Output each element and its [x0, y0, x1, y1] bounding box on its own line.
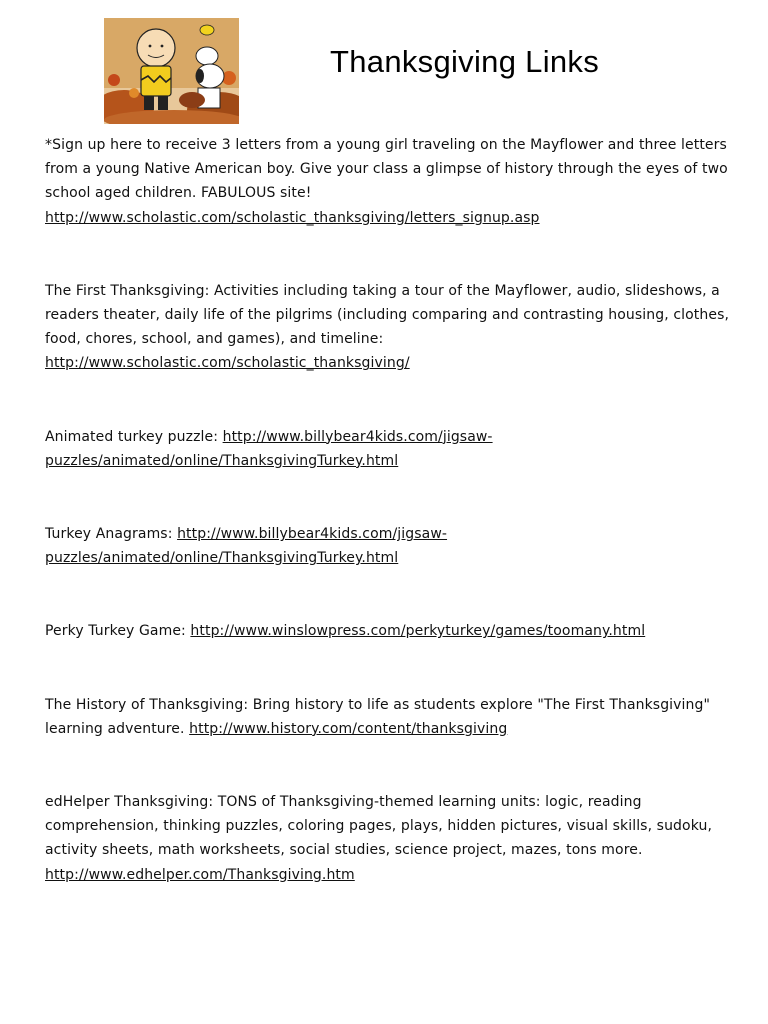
entry-description: The First Thanksgiving: Activities including taking a tour of the Mayflower, audio, slideshows, a readers theater, daily life of the pilgrims (including comparing and contrasting housing, clothes, food, chores, school, and games), and timeline: — [45, 282, 730, 348]
entry-link[interactable]: http://www.billybear4kids.com/jigsaw-puzzles/animated/online/ThanksgivingTurkey.html — [45, 428, 493, 469]
list-item — [45, 522, 735, 570]
charlie-brown-snoopy-image — [104, 18, 239, 124]
entry-description: Animated turkey puzzle: — [45, 428, 223, 445]
list-item — [45, 790, 735, 887]
list-item — [45, 619, 735, 643]
entry-link[interactable]: http://www.history.com/content/thanksgiving — [189, 720, 508, 737]
list-item — [45, 425, 735, 473]
entry-link[interactable]: http://www.winslowpress.com/perkyturkey/games/toomany.html — [190, 623, 646, 640]
entry-link[interactable]: http://www.edhelper.com/Thanksgiving.htm — [45, 866, 355, 883]
entry-description: *Sign up here to receive 3 letters from a young girl traveling on the Mayflower and three letters from a young Native American boy. Give your class a glimpse of history through the eyes of two school aged children. FABULOUS site! — [45, 137, 728, 202]
entry-link[interactable]: http://www.scholastic.com/scholastic_thanksgiving/letters_signup.asp — [45, 209, 540, 226]
list-item — [45, 279, 735, 376]
entry-link[interactable]: http://www.billybear4kids.com/jigsaw-puzzles/animated/online/ThanksgivingTurkey.html — [45, 526, 448, 567]
entry-link[interactable]: http://www.scholastic.com/scholastic_thanksgiving/ — [45, 355, 410, 372]
entry-description: Perky Turkey Game: — [45, 623, 191, 640]
list-item — [45, 133, 735, 230]
page-title: Thanksgiving Links — [330, 44, 600, 79]
entry-description: The History of Thanksgiving: Bring history to life as students explore "The First Thanksgiving" learning adventure. — [45, 696, 711, 737]
peanuts-thanksgiving-illustration — [104, 18, 239, 124]
list-item — [45, 693, 735, 741]
entry-description: Turkey Anagrams: — [45, 526, 178, 543]
entry-description: edHelper Thanksgiving: TONS of Thanksgiving-themed learning units: logic, reading comprehension, thinking puzzles, coloring pages, plays, hidden pictures, visual skills, sudoku, activity sheets, math worksheets, social studies, science project, mazes, tons more. — [45, 794, 712, 859]
links-list — [45, 133, 735, 887]
